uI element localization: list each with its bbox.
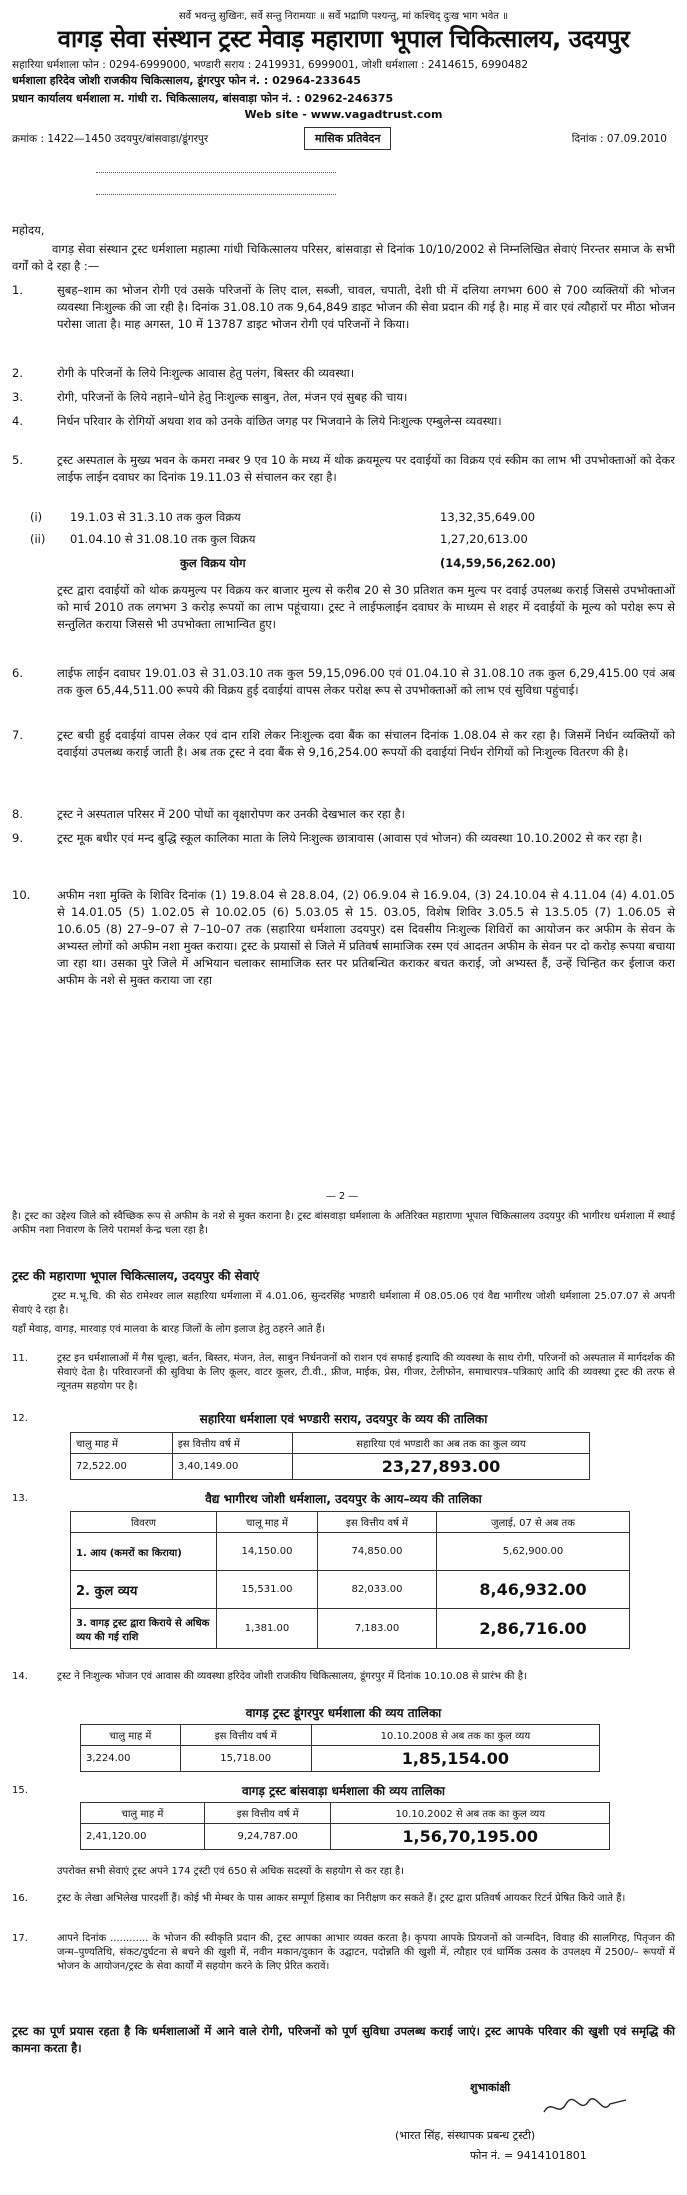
item-text: ट्रस्ट अस्पताल के मुख्य भवन के कमरा नम्बर 9 एव 10 के मध्य में थोक क्रयमूल्य पर दवाईयों का विक्रय एवं स्कीम का लाभ भी उपभोक्ताओं को देकर लाईफ लाईन दवाघर का दिनांक 19.11.03 से संचालन कर रहा है। [57, 453, 675, 484]
table-header-cell: चालु माह में [71, 1433, 173, 1454]
sales-index: (ii) [30, 532, 46, 546]
header-phone-line-3: प्रधान कार्यालय धर्मशाला म. गांधी रा. चिकित्सालय, बांसवाड़ा फोन नं. : 02962-246375 [12, 92, 394, 105]
item-number: 2. [12, 366, 23, 380]
sales-value: 1,27,20,613.00 [440, 532, 528, 546]
districts-text: यहाँ मेवाड़, वागड़, मारवाड़ एवं मालवा के बारह जिलों के लोग इलाज हेतु ठहरने आते हैं। [12, 1324, 326, 1335]
item-text: ट्रस्ट मूक बधीर एवं मन्द बुद्धि स्कूल कालिका माता के लिये निःशुल्क छात्रावास (आवास एवं भोजन) की व्यवस्था 10.10.2002 से कर रहा है। [57, 831, 643, 845]
item-text: ट्रस्ट ने निःशुल्क भोजन एवं आवास की व्यवस्था हरिदेव जोशी राजकीय चिकित्सालय, डूंगरपुर में दिनांक 10.10.08 से प्रारंभ की है। [57, 1671, 527, 1682]
table-cell: 3. वागड़ ट्रस्ट द्वारा किराये से अधिक व्यय की गई राशि [71, 1609, 217, 1649]
table-header-cell: चालू माह में [217, 1512, 318, 1533]
table-cell: 1,381.00 [217, 1609, 318, 1649]
table-14 [80, 1724, 600, 1772]
table-13 [70, 1511, 630, 1649]
table-cell: 1,56,70,195.00 [331, 1824, 610, 1850]
sales-total-label: कुल विक्रय योग [180, 556, 246, 570]
signature-wishes: शुभाकांक्षी [470, 2081, 511, 2094]
udaipur-services-heading: ट्रस्ट की महाराणा भूपाल चिकित्सालय, उदयपुर की सेवाएं [12, 1269, 260, 1283]
page-separator: —2— [325, 1191, 362, 1202]
item-text: ट्रस्ट ने अस्पताल परिसर में 200 पोधों का वृक्षारोपण कर उनकी देखभाल कर रहा है। [57, 807, 405, 821]
salutation: महोदय, [12, 223, 45, 237]
item-text: ट्रस्ट इन धर्मशालाओं में गैस चूल्हा, बर्तन, बिस्तर, मंजन, तेल, साबुन निर्धनजनों को राशन एवं सफाई इत्यादि की व्यवस्था के साथ रोगी, परिजनों को अस्पताल में मार्गदर्शक की सेवाएं देता है। परिवारजनों की सुविधा के लिए कूलर, वाटर कूलर, टी.वी., फ्रीज, माईक, प्रेस, गीजर, टेलीफोन, समाचारपत्र–पत्रिकाएं आदि की व्यवस्था ट्रस्ट की तरफ से न्यूनतम सहयोग पर है। [57, 1353, 675, 1392]
address-blank-line [96, 194, 336, 195]
signatory-phone: फोन नं. = 9414101801 [470, 2149, 587, 2162]
table-12 [70, 1432, 590, 1480]
sales-total-value: (14,59,56,262.00) [440, 556, 557, 570]
table-cell: 3,224.00 [81, 1746, 181, 1772]
item-text: अफीम नशा मुक्ति के शिविर दिनांक (1) 19.8.04 से 28.8.04, (2) 06.9.04 से 16.9.04, (3) 24.10.04 से 4.11.04 (4) 4.01.05 से 14.01.05 (5) 1.02.05 से 10.02.05 (6) 5.03.05 से 15. 03.05, विशेष शिविर 3.05.5 से 13.5.05 (7) 1.06.05 से 10.6.05 (8) 27–9–07 से 7–10–07 तक (सहारिया धर्मशाला उदयपुर) दस दिवसीय निःशुल्क शिविरों का आयोजन कर अफीम के सेवन के अभ्यस्त लोगों को अफीम नशा मुक्त कराया। ट्रस्ट के प्रयासों से जिले में प्रतिवर्ष सामाजिक रस्म एवं आदतन अफीम के सेवन पर दो करोड़ रूपया बचाया जा रहा था। उसका पुरे जिले में अभियान चलाकर सामाजिक स्तर पर प्रतिबन्धित कराकर बचत कराई, जो अभ्यस्त हैं, उन्हें चिन्हित कर ईलाज करा अफीम के नशे से मुक्त कराया जा रहा [57, 888, 675, 987]
header-phone-line-2: धर्मशाला हरिदेव जोशी राजकीय चिकित्सालय, डूंगरपुर फोन नं. : 02964-233645 [12, 74, 361, 87]
intro-paragraph: वागड़ सेवा संस्थान ट्रस्ट धर्मशाला महात्मा गांधी चिकित्सालय परिसर, बांसवाड़ा से दिनांक 10/10/2002 से निम्नलिखित सेवाएं निरन्तर समाज के सभी वर्गों को दे रहा है :— [12, 242, 675, 273]
item-number: 17. [12, 1933, 28, 1944]
item-text: आपने दिनांक ............ के भोजन की स्वीकृति प्रदान की, ट्रस्ट आपका आभार व्यक्त करता है। कृपया आपके प्रियजनों को जन्मदिन, विवाह की सालगिरह, पितृजन की जन्म–पुण्यतिथि, संकट/दुर्घटना से बचने की खुशी में, नवीन मकान/दुकान के उद्घाटन, पदोन्नति की खुशी में, त्यौहार एवं धार्मिक उत्सव के उपलक्ष्य में 2500/– रूपयों में भोजन के आयोजन/ट्रस्ट के सेवा कार्यों में सहयोग करने के लिए प्रेरित करावें। [57, 1933, 675, 1972]
table-cell: 1,85,154.00 [311, 1746, 599, 1772]
table-cell: 9,24,787.00 [204, 1824, 331, 1850]
table-15 [80, 1802, 610, 1850]
header-phone-line-1: सहारिया धर्मशाला फोन : 0294-6999000, भण्डारी सराय : 2419931, 6999001, जोशी धर्मशाला : 2414615, 6990482 [12, 59, 529, 71]
item-number: 3. [12, 390, 23, 404]
item-number: 11. [12, 1353, 28, 1364]
table-header-cell: सहारिया एवं भण्डारी का अब तक का कुल व्यय [293, 1433, 590, 1454]
table-header-cell: इस वित्तीय वर्ष में [180, 1725, 311, 1746]
table-cell: 15,718.00 [180, 1746, 311, 1772]
item-number: 14. [12, 1671, 28, 1682]
table-13-title: वैद्य भागीरथ जोशी धर्मशाला, उदयपुर के आय–व्यय की तालिका [205, 1492, 482, 1506]
item-number: 5. [12, 453, 23, 467]
table-15-title: वागड़ ट्रस्ट बांसवाड़ा धर्मशाला की व्यय तालिका [241, 1784, 446, 1798]
table-cell: 72,522.00 [71, 1454, 173, 1480]
sales-value: 13,32,35,649.00 [440, 510, 536, 524]
table-header-cell: इस वित्तीय वर्ष में [172, 1433, 292, 1454]
table-cell: 8,46,932.00 [437, 1571, 630, 1609]
signatory-name: (भारत सिंह, संस्थापक प्रबन्ध ट्रस्टी) [395, 2129, 536, 2142]
closing-paragraph: ट्रस्ट का पूर्ण प्रयास रहता है कि धर्मशालाओं में आने वाले रोगी, परिजनों को पूर्ण सुविधा उपलब्ध कराई जाएं। ट्रस्ट आपके परिवार की खुशी एवं समृद्धि की कामना करता है। [12, 2024, 675, 2055]
item-number: 7. [12, 728, 23, 742]
price-benefit-paragraph: ट्रस्ट द्वारा दवाईयों को थोक क्रयमुल्य पर विक्रय कर बाजार मुल्य से करीब 20 से 30 प्रतिशत कम मुल्य पर दवाई उपलब्ध कराई जिससे उपभोक्ताओं को मार्च 2010 तक लगभग 3 करोड़ रूपयों का लाभ पहूंचाया। ट्रस्ट ने लाईफलाईन दवाघर के माध्यम से शहर में दवाईयों के मूल्य को परोक्ष रूप से सन्तुलित कराया जिससे भी उपभोक्ता लाभान्वित हुए। [57, 583, 675, 631]
item-text: ट्रस्ट बची हुई दवाईयां वापस लेकर एवं दान राशि लेकर निःशुल्क दवा बैंक का संचालन दिनांक 1.08.04 से कर रहा है। जिसमें निर्धन व्यक्तियों को दवाईयां उपलब्ध कराई जाती है। अब तक ट्रस्ट ने दवा बैंक से 9,16,254.00 रूपयों की दवाईयां निर्धन रोगियों को निःशुल्क वितरण की है। [57, 728, 675, 759]
sales-label: 01.04.10 से 31.08.10 तक कुल विक्रय [70, 532, 256, 546]
item-number: 15. [12, 1785, 28, 1796]
item-text: निर्धन परिवार के रोगियों अथवा शव को उनके वांछित जगह पर भिजवाने के लिये निःशुल्क एम्बुलेन्स व्यवस्था। [57, 414, 502, 428]
item-text: रोगी, परिजनों के लिये नहाने–धोने हेतु निःशुल्क साबुन, तेल, मंजन एवं सुबह की चाय। [57, 390, 408, 404]
table-cell: 3,40,149.00 [172, 1454, 292, 1480]
table-header-cell: इस वित्तीय वर्ष में [317, 1512, 436, 1533]
sales-label: 19.1.03 से 31.3.10 तक कुल विक्रय [70, 510, 241, 524]
table-cell: 23,27,893.00 [293, 1454, 590, 1480]
table-cell: 2,41,120.00 [81, 1824, 205, 1850]
item-number: 13. [12, 1493, 28, 1504]
deaddiction-continuation: है। ट्रस्ट का उद्देश्य जिले को स्वैच्छिक रूप से अफीम के नशे से मुक्त कराना है। ट्रस्ट बांसवाड़ा धर्मशाला के अतिरिक्त महाराणा भूपाल चिकित्सालय उदयपुर की भागीरथ धर्मशाला में स्थाई अफीम नशा निवारण के लिये परामर्श केन्द्र चला रहा है। [12, 1211, 675, 1236]
item-number: 9. [12, 831, 23, 845]
website-link[interactable]: Web site - www.vagadtrust.com [244, 108, 443, 121]
table-cell: 2,86,716.00 [437, 1609, 630, 1649]
letter-meta-row [12, 127, 675, 151]
table-header-cell: विवरण [71, 1512, 217, 1533]
table-cell: 7,183.00 [317, 1609, 436, 1649]
item-number: 12. [12, 1413, 28, 1424]
report-title: मासिक प्रतिवेदन [304, 127, 391, 150]
header-mottos: सर्वे भवन्तु सुखिनः, सर्वे सन्तु निरामयाः ॥ सर्वे भद्राणि पश्यन्तु, मां कश्चिद् दुःख भाग भवेत ॥ [178, 11, 509, 22]
item-number: 16. [12, 1893, 28, 1904]
table-header-cell: चालु माह में [81, 1803, 205, 1824]
item-number: 8. [12, 807, 23, 821]
item-number: 10. [12, 888, 31, 902]
item-text: लाईफ लाईन दवाघर 19.01.03 से 31.03.10 तक कुल 59,15,096.00 एवं 01.04.10 से 31.08.10 तक कुल 6,29,415.00 एवं अब तक कुल 65,44,511.00 रूपये की विक्रय हुई दवाईयां वापस लेकर परोक्ष रूप से उपभोक्ताओं को लाभ एवं सुविधा पहुंचाई। [57, 666, 675, 697]
table-header-cell: चालु माह में [81, 1725, 181, 1746]
item-number: 6. [12, 666, 23, 680]
table-header-cell: 10.10.2002 से अब तक का कुल व्यय [331, 1803, 610, 1824]
table-cell: 5,62,900.00 [437, 1533, 630, 1571]
table-12-title: सहारिया धर्मशाला एवं भण्डारी सराय, उदयपुर के व्यय की तालिका [199, 1412, 488, 1426]
table-header-cell: इस वित्तीय वर्ष में [204, 1803, 331, 1824]
volunteers-text: उपरोक्त सभी सेवाएं ट्रस्ट अपने 174 ट्रस्टी एवं 650 से अधिक सदस्यों के सहयोग से कर रहा है। [57, 1866, 404, 1877]
item-number: 1. [12, 283, 23, 297]
item-text: ट्रस्ट के लेखा अभिलेख पारदर्शी हैं। कोई भी मेम्बर के पास आकर सम्पूर्ण हिसाब का निरीक्षण कर सकते हैं। ट्रस्ट द्वारा प्रतिवर्ष आयकर रिटर्न प्रेषित किये जाते हैं। [57, 1893, 626, 1904]
table-14-title: वागड़ ट्रस्ट डूंगरपुर धर्मशाला की व्यय तालिका [245, 1706, 442, 1720]
item-number: 4. [12, 414, 23, 428]
table-cell: 1. आय (कमरों का किराया) [71, 1533, 217, 1571]
reference-number: क्रमांक : 1422—1450 उदयपुर/बांसवाड़ा/डूंगरपुर [12, 133, 209, 145]
item-text: रोगी के परिजनों के लिये निःशुल्क आवास हेतु पलंग, बिस्तर की व्यवस्था। [57, 366, 355, 380]
table-header-cell: 10.10.2008 से अब तक का कुल व्यय [311, 1725, 599, 1746]
table-cell: 15,531.00 [217, 1571, 318, 1609]
table-header-cell: जुलाई, 07 से अब तक [437, 1512, 630, 1533]
table-cell: 74,850.00 [317, 1533, 436, 1571]
letter-date: दिनांक : 07.09.2010 [571, 133, 667, 145]
handwritten-signature [540, 2092, 630, 2122]
sales-index: (i) [30, 510, 43, 524]
item-text: सुबह–शाम का भोजन रोगी एवं उसके परिजनों के लिए दाल, सब्जी, चावल, चपाती, देशी घी में दलिया लगभग 600 से 700 व्यक्तियों की भोजन व्यवस्था निःशुल्क की जा रही है। दिनांक 31.08.10 तक 9,64,849 डाइट भोजन की सेवा प्रदान की गई है। माह में वार एवं त्यौहारों पर मीठा भोजन परोसा जाता है। माह अगस्त, 10 में 13787 डाइट भोजन रोगी एवं परिजनों ने किया। [57, 283, 675, 331]
address-blank-line [96, 172, 336, 173]
table-cell: 82,033.00 [317, 1571, 436, 1609]
table-cell: 2. कुल व्यय [71, 1571, 217, 1609]
table-cell: 14,150.00 [217, 1533, 318, 1571]
organization-title: वागड़ सेवा संस्थान ट्रस्ट मेवाड़ महाराणा भूपाल चिकित्सालय, उदयपुर [57, 25, 630, 53]
udaipur-services-text: ट्रस्ट म.भू.चि. की सेठ रामेश्वर लाल सहारिया धर्मशाला में 4.01.06, सुन्दरसिंह भण्डारी धर्मशाला में 08.05.06 एवं वैद्य भागीरथ जोशी धर्मशाला 25.07.07 से अपनी सेवाएं दे रहा है। [12, 1291, 675, 1316]
